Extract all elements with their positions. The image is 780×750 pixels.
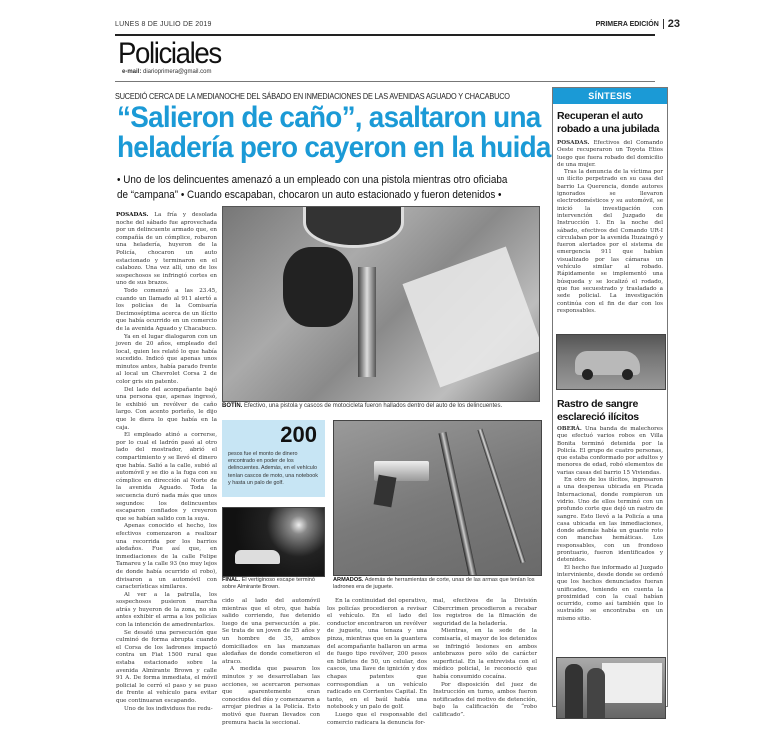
paragraph	[433, 598, 537, 628]
paragraph-text: Todo comenzó a las 23.45, cuando un llamado al 911 alertó a los policías de la Comisaría Decimoséptima acerca de un ilícito que había ocurrido en un comercio de la avenida Aguado y Chacabuco.	[116, 287, 217, 332]
paragraph	[433, 682, 537, 720]
paragraph	[327, 712, 427, 727]
article-kicker: SUCEDIÓ CERCA DE LA MEDIANOCHE DEL SÁBADO EN INMEDIACIONES DE LAS AVENIDAS AGUADO Y CHACABUCO	[115, 91, 510, 101]
paragraph-text: A medida que pasaron los minutos y se desarrollaban las acciones, se acercaron personas que aparentemente eran conocidos del dúo y comenzaron a arrojar piedras a la Policía. Esto motivó que fueran llevados con premura hacia la seccional.	[222, 666, 320, 726]
section-email	[122, 69, 211, 75]
police-photo	[556, 657, 666, 719]
helmet-shape	[303, 206, 404, 248]
pistol-grip-shape	[374, 475, 397, 508]
paragraph-text: Efectivos del Comando Oeste recuperaron un Toyota Etios luego que fuera robado del domicilio de una mujer.	[557, 140, 663, 168]
paragraph-text: Del lado del acompañante bajó una persona que, apenas ingresó, le exhibió un revólver de caño largo. Con acento porteño, le dijo que le diera lo que había en la caja.	[116, 386, 217, 431]
article-column-1	[116, 212, 217, 713]
article-headline	[117, 101, 551, 164]
email-address[interactable]: diarioprimera@gmail.com	[143, 69, 212, 75]
caption-text: Efectivo, una pistola y cascos de motocicleta fueron hallados dentro del auto de los delincuentes.	[242, 403, 503, 409]
paragraph-text: Al ver a la patrulla, los sospechosos pusieron marcha atrás y huyeron de la zona, no sin antes exhibir el arma a los policías con la intención de amedrentarlos.	[116, 591, 217, 629]
evidence-photo-caption	[222, 403, 540, 409]
caption-text: El vertiginoso escape terminó sobre Almirante Brown.	[222, 577, 315, 591]
paragraph	[116, 334, 217, 387]
sidebar-story-2-title: Rastro de sangre esclareció ilícitos	[557, 398, 639, 423]
paragraph	[116, 630, 217, 706]
divider	[663, 19, 664, 29]
dateline: POSADAS.	[116, 212, 149, 218]
caption-text: Además de herramientas de corte, unas de las armas que tenían los ladrones era de juguete.	[333, 577, 535, 591]
officer-shape	[565, 664, 583, 718]
paragraph	[116, 212, 217, 288]
paragraph-text: El hecho fue informado al Juzgado interviniente, desde donde se ordenó que los hechos denunciados fueran unificados, teniendo en cuenta la proximidad con la cual habían ocurrido, como así también que lo sustraído se encontraba en un mismo sitio.	[557, 564, 663, 622]
paragraph-text: En la continuidad del operativo, los policías procedieron a revisar el vehículo. En el lado del conductor encontraron un revólver de juguete, una tenaza y una pinza, mientras que en la guantera del acompañante hallaron un arma de fuego tipo revólver, 200 pesos en billetes de 50, un celular, dos cascos, una llave de ignición y dos chapas patentes que correspondían a un vehículo radicado en Corrientes Capital. En tanto, en el baúl había una notebook y un palo de golf.	[327, 598, 427, 711]
sidebar-header: SÍNTESIS	[553, 88, 667, 104]
paragraph-text: Tras la denuncia de la víctima por un ilícito perpetrado en su casa del barrio La Querencia, donde autores ignorados se llevaron electrodomésticos y su automóvil, se inició la investigación con intervención del Juzgado de Instrucción 1. En la noche del sábado, efectivos del Comando UR-I circulaban por la avenida Ituzaingó y fueron alertados por el sistema de emergencia 911 que habían visualizado por las cámaras un vehículo similar al robado. Rápidamente se implementó una búsqueda y se localizó el rodado, que fue secuestrado y trasladado a sede policial. La investigación continúa con el fin de dar con los responsables.	[557, 169, 663, 314]
weapons-photo-caption	[333, 577, 540, 591]
headline-line-2: heladería pero cayeron en la huida	[117, 131, 551, 164]
paragraph-text: mal, efectivos de la División Cibercrimen procedieron a recabar los registros de la filmación de seguridad de la heladería.	[433, 598, 537, 627]
caption-lead: FINAL.	[222, 577, 241, 583]
article-column-4	[433, 598, 537, 720]
summary-line-1: • Uno de los delincuentes amenazó a un empleado con una pistola mientras otro oficiaba	[117, 174, 508, 186]
paragraph	[557, 140, 663, 169]
paragraph	[557, 477, 663, 565]
paragraph	[557, 565, 663, 623]
section-title: Policiales	[118, 37, 221, 70]
sidebar-story-2-body	[557, 426, 663, 623]
paragraph	[222, 598, 320, 666]
edition-label: PRIMERA EDICIÓN	[595, 20, 659, 28]
article-column-3	[327, 598, 427, 727]
edition-info	[596, 18, 680, 30]
header-rule	[115, 34, 655, 36]
article-column-2	[222, 598, 320, 727]
paragraph	[116, 387, 217, 433]
section-rule	[115, 81, 655, 82]
fact-box-text: pesos fue el monto de dinero encontrado en poder de los delincuentes. Además, en el vehículo tenían cascos de moto, una notebook y hasta un palo de golf.	[228, 451, 318, 486]
revolver-shape	[358, 267, 376, 377]
paragraph-text: Mientras, en la sede de la comisaría, el mayor de los detenidos se infringió lesiones en ambos antebrazos pero sólo de carácter superficial. En la entrevista con el médico policial, le reconoció que había consumido cocaína.	[433, 628, 537, 680]
paragraph-text: Por disposición del juez de Instrucción en turno, ambos fueron notificados del motivo de detención, bajo la calificación de “robo calificado”.	[433, 681, 537, 718]
crash-scene-photo	[222, 507, 325, 577]
paragraph	[557, 426, 663, 477]
paragraph-text: El empleado atinó a correrse, por lo cual el ladrón pasó al otro lado del mostrador, abrió el compartimiento y se llevó el dinero que había. Salió a la calle, subió al automóvil y se dio a la fuga con su cómplice en dirección al Norte de la avenida Aguado. Toda la secuencia duró nada más que unos segundos: los delincuentes escaparon confiados y creyeron que se habían salido con la suya.	[116, 432, 217, 522]
headline-line-1: “Salieron de caño”, asaltaron una	[117, 101, 541, 134]
paragraph	[222, 666, 320, 727]
paragraph	[116, 432, 217, 523]
email-label: e-mail:	[122, 69, 142, 75]
banknotes-shape	[403, 247, 540, 388]
paragraph	[116, 523, 217, 591]
paragraph-text: Se desató una persecución que culminó de forma abrupta cuando el Corsa de los ladrones impactó contra un Fiat 1500 rural que estaba estacionado sobre la avenida Almirante Brown y calle 91 A. De forma inmediata, el móvil policial le cerró el paso y se puso de frente al vehículo para evitar que continuaran escapando.	[116, 629, 217, 704]
wheel-shape	[582, 369, 593, 380]
caption-lead: BOTÍN.	[222, 403, 243, 409]
evidence-photo	[222, 206, 540, 402]
paragraph	[116, 706, 217, 714]
caption-lead: ARMADOS.	[333, 577, 364, 583]
sidebar-story-1-body	[557, 140, 663, 315]
paragraph-text: Ya en el lugar dialogaron con un joven de 20 años, empleado del local, quien les relató lo que había sucedido. Indicó que apenas unos minutos antes, había parado frente al local un Chevrolet Corsa 2 de color gris sin patente.	[116, 333, 217, 386]
paragraph-text: Luego que el responsable del comercio radicara la denuncia for-	[327, 711, 427, 726]
page-number: 23	[667, 18, 680, 30]
fact-box	[222, 420, 325, 497]
dateline: OBERÁ.	[557, 426, 582, 432]
weapons-photo	[333, 420, 542, 576]
paragraph-text: Uno de los individuos fue redu-	[124, 705, 213, 712]
sidebar-story-1-title: Recuperan el auto robado a una jubilada	[557, 110, 660, 135]
pliers-shape	[438, 432, 477, 576]
truck-shape	[602, 663, 662, 703]
paragraph-text: En otro de los ilícitos, ingresaron a una despensa ubicada en Picada Internacional, donde rompieron un vidrio. Uno de ellos terminó con un profundo corte que dejó un rastro de sangre. Esto llevó a la Policía a una casa ubicada en las inmediaciones, donde además había un guante roto con manchas hemáticas. Los responsables, con un frondoso prontuario, fueron identificados y detenidos.	[557, 477, 663, 564]
summary-line-2: de “campana” • Cuando escapaban, chocaron un auto estacionado y fueron detenidos •	[117, 189, 502, 201]
paragraph-text: La fría y desolada noche del sábado fue aprovechada por un delincuente armado que, en compañía de un cómplice, robaron una heladería, huyeron de la Policía, chocaron un auto estacionado y terminaron en el calabozo. Una vez allí, uno de los sospechosos se infringió cortes en uno de sus brazos.	[116, 212, 217, 287]
article-summary	[117, 173, 547, 203]
car-shape	[235, 550, 280, 564]
paragraph	[327, 598, 427, 712]
paragraph	[433, 628, 537, 681]
recovered-car-photo	[556, 334, 666, 390]
paragraph	[116, 288, 217, 334]
glove-shape	[283, 247, 353, 327]
issue-date: LUNES 8 DE JULIO DE 2019	[115, 21, 212, 28]
paragraph	[557, 169, 663, 315]
paragraph-text: Una banda de malechores que efectuó varios robos en Villa Bonita terminó detenida por la Policía. El grupo de cuatro personas, que estaba conformado por adultos y menores de edad, robó elementos de varias casas del barrio 15 Viviendas.	[557, 426, 663, 476]
cutter-shape	[477, 429, 525, 564]
officer-shape	[587, 668, 605, 718]
wheel-shape	[622, 369, 633, 380]
paragraph-text: Apenas conocido el hecho, los efectivos comenzaron a realizar una recorrida por los barrios aledaños. Fue así que, en inmediaciones de la calle Felipe Tamareu y la calle 93 (no muy lejos de donde había ocurrido el robo), divisaron a un automóvil con características similares.	[116, 523, 217, 591]
paragraph-text: cido al lado del automóvil mientras que el otro, que había salido corriendo, fue detenido luego de una persecución a pie. Se trata de un joven de 25 años y un hombre de 35, ambos domiciliados en las manzanas aledañas de donde cometieron el atraco.	[222, 598, 320, 665]
fact-box-number: 200	[280, 422, 317, 447]
dateline: POSADAS.	[557, 140, 590, 146]
crash-scene-caption	[222, 577, 325, 591]
paragraph	[116, 592, 217, 630]
